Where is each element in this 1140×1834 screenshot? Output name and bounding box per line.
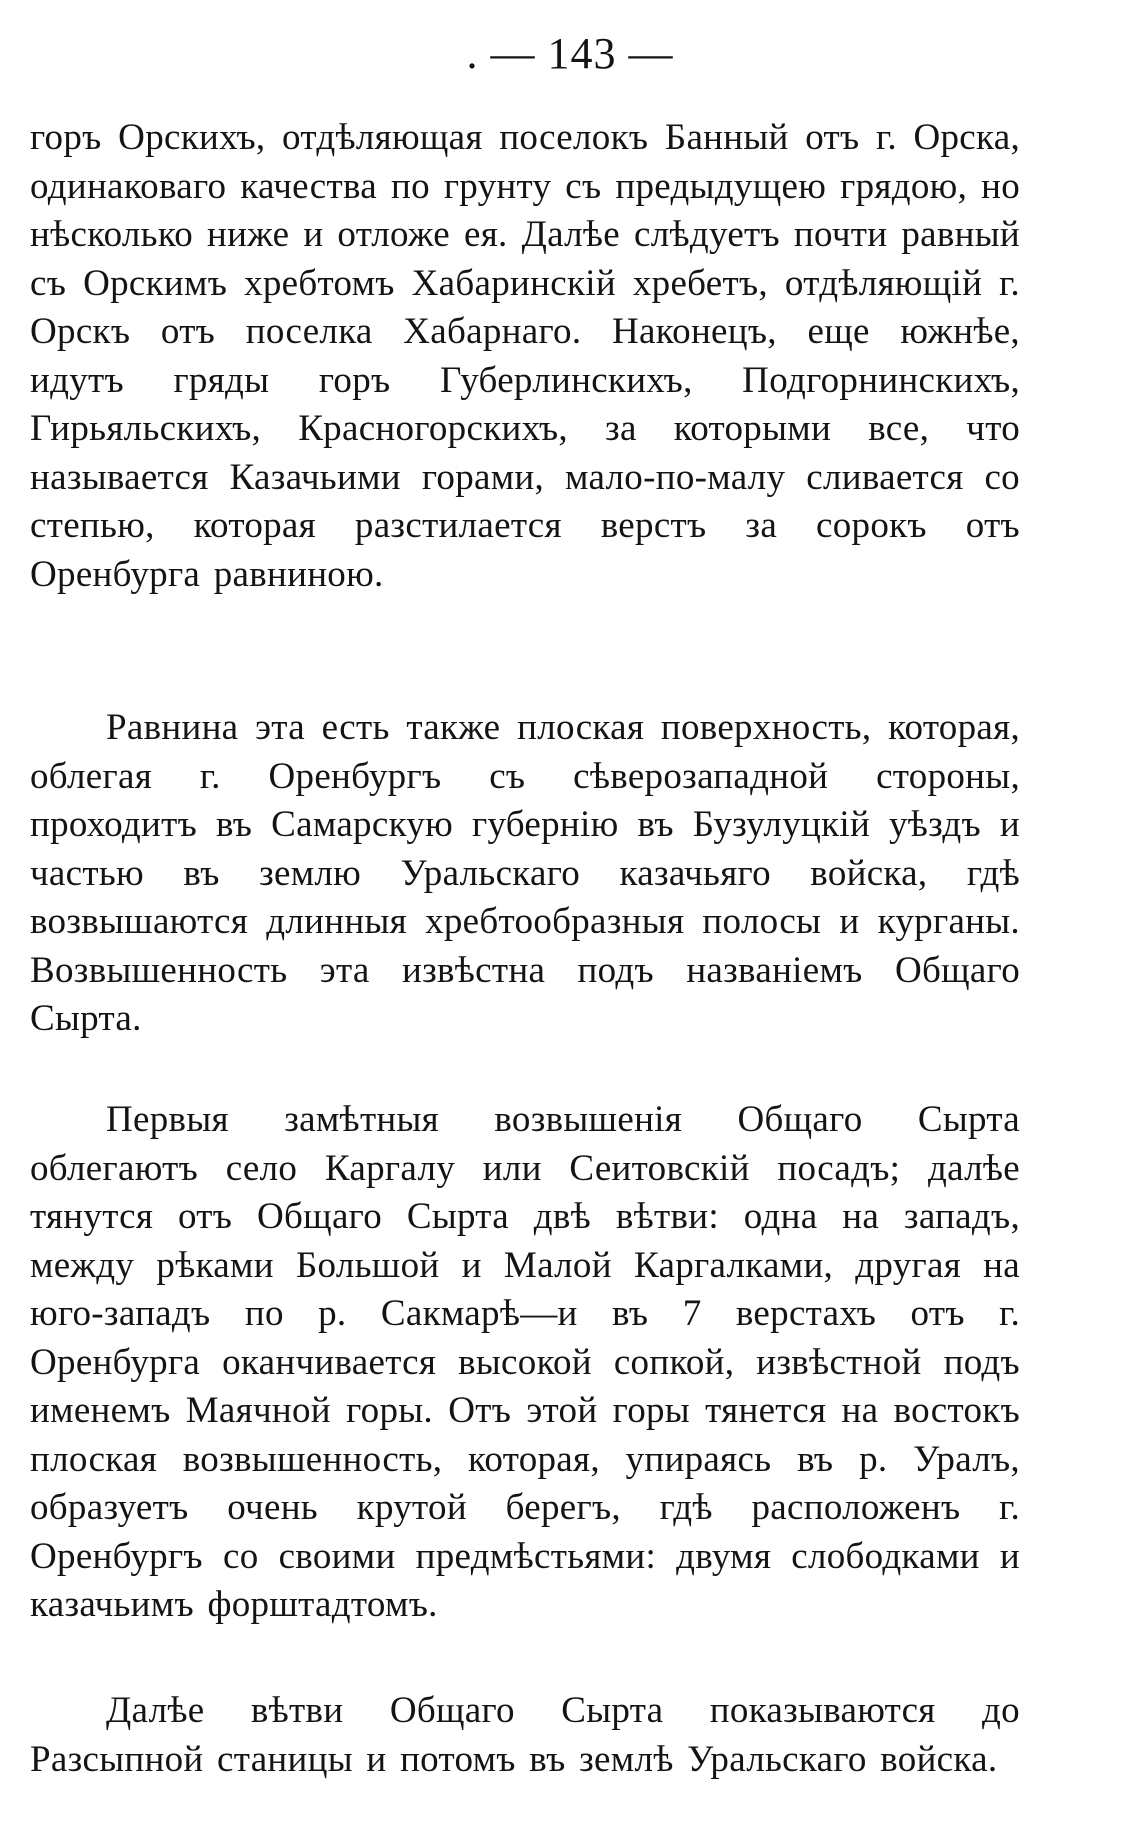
paragraph-branches: Далѣе вѣтви Общаго Сырта показываются до Разсыпной станицы и потомъ въ землѣ Уральскаго войска. [30, 1690, 1020, 1780]
page-number: . — 143 — [466, 29, 674, 78]
paragraph-obshchy-syrt: Первыя замѣтныя возвышенія Общаго Сырта облегаютъ село Каргалу или Сеитовскій посадъ; далѣе тянутся отъ Общаго Сырта двѣ вѣтви: одна на западъ, между рѣками Большой и Малой Каргалками, другая на юго-западъ по р. Сакмарѣ—и въ 7 верстахъ отъ г. Оренбурга оканчивается высокой сопкой, извѣстной подъ именемъ Маячной горы. Отъ этой горы тянется на востокъ плоская возвышенность, которая, упираясь въ р. Уралъ, образуетъ очень крутой берегъ, гдѣ расположенъ г. Оренбургъ со своими предмѣстьями: двумя слободками и казачьимъ форштадтомъ. [30, 1099, 1020, 1625]
paragraph-continuation: горъ Орскихъ, отдѣляющая поселокъ Банный отъ г. Орска, одинаковаго качества по грунту съ предыдущею грядою, но нѣсколько ниже и отложе ея. Далѣе слѣдуетъ почти равный съ Орскимъ хребтомъ Хабаринскій хребетъ, отдѣляющій г. Орскъ отъ поселка Хабарнаго. Наконецъ, еще южнѣе, идутъ гряды горъ Губерлинскихъ, Подгорнинскихъ, Гирьяльскихъ, Красногорскихъ, за которыми все, что называется Казачьими горами, мало-по-малу сливается со степью, которая разстилается верстъ за сорокъ отъ Оренбурга равниною. [30, 117, 1020, 595]
paragraph-plain: Равнина эта есть также плоская поверхность, которая, облегая г. Оренбургъ съ сѣверозападной стороны, проходитъ въ Самарскую губернію въ Бузулуцкій уѣздъ и частью въ землю Уральскаго казачьяго войска, гдѣ возвышаются длинныя хребтообразныя полосы и курганы. Возвышенность эта извѣстна подъ названіемъ Общаго Сырта. [30, 707, 1020, 1039]
